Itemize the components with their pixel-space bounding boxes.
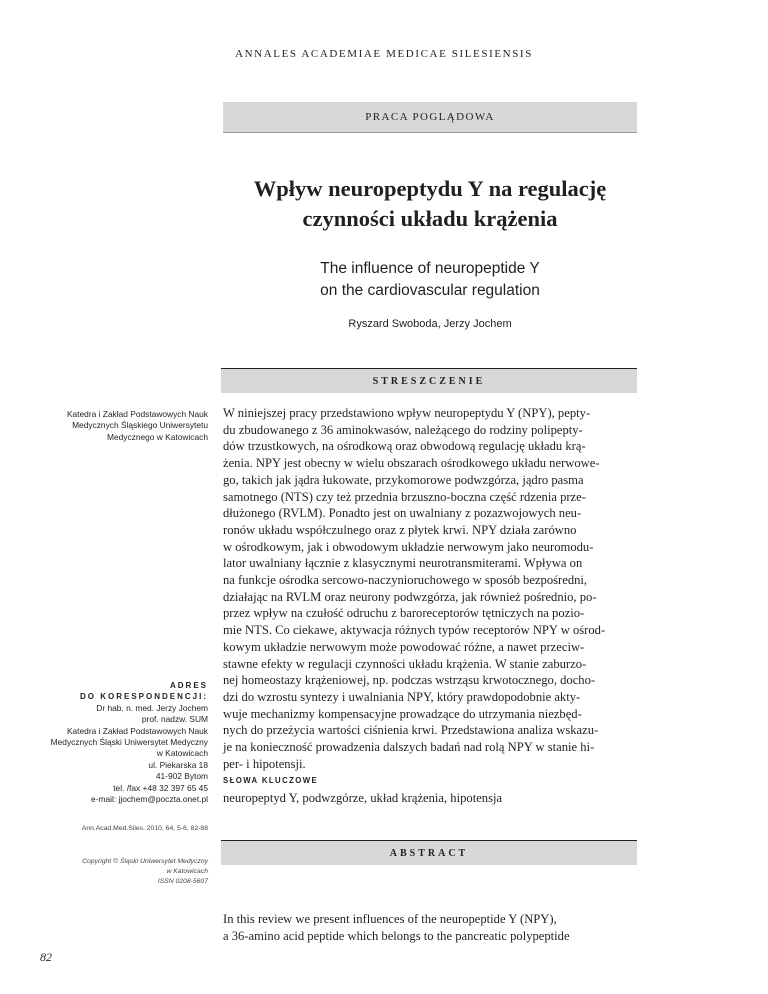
streszczenie-line: per- i hipotensji. <box>223 756 306 771</box>
streszczenie-line: dzi do wzrostu syntezy i uwalniania NPY, który prawdopodobnie akty- <box>223 689 581 704</box>
title-polish-line: czynności układu krążenia <box>302 206 558 231</box>
affiliation-line: Medycznego w Katowicach <box>106 431 208 442</box>
affiliation-line: Katedra i Zakład Podstawowych Nauk <box>66 409 208 419</box>
copyright-line: Copyright © Śląski Uniwersytet Medyczny <box>82 858 208 865</box>
page-number: 82 <box>40 950 52 964</box>
streszczenie-heading-bar <box>221 368 637 393</box>
correspondence-line: w Katowicach <box>156 748 208 759</box>
streszczenie-line: działając na RVLM oraz neurony podwzgórza, jak również pośrednio, po- <box>223 589 597 604</box>
affiliation-line: Medycznych Śląskiego Uniwersytetu <box>72 420 208 431</box>
title-polish <box>223 174 637 234</box>
issn: ISSN 0208-5607 <box>157 878 208 885</box>
streszczenie-body <box>223 405 637 772</box>
correspondence-line: 41-902 Bytom <box>155 771 208 782</box>
streszczenie-line: je na konieczność prowadzenia dalszych badań nad rolą NPY w stanie hi- <box>223 740 595 755</box>
correspondence-line: ul. Piekarska 18 <box>148 759 208 770</box>
correspondence-email[interactable]: e-mail: jjochem@poczta.onet.pl <box>91 794 208 805</box>
keywords: neuropeptyd Y, podwzgórze, układ krążenia, hipotensja <box>223 791 503 805</box>
streszczenie-line: dłużonego (RVLM). Ponadto jest on uwalniany z pozazwojowych neu- <box>223 506 582 521</box>
correspondence-line: tel. /fax +48 32 397 65 45 <box>113 782 208 793</box>
article-type-label: PRACA POGLĄDOWA <box>365 111 495 123</box>
copyright <box>40 857 208 887</box>
streszczenie-line: mie NTS. Co ciekawe, aktywacja różnych typów receptorów NPY w ośrod- <box>223 623 606 638</box>
authors: Ryszard Swoboda, Jerzy Jochem <box>348 318 512 330</box>
correspondence-line: prof. nadzw. SUM <box>141 714 208 725</box>
citation: Ann.Acad.Med.Siles. 2010, 64, 5-6, 82-88 <box>81 825 208 832</box>
streszczenie-line: na funkcje ośrodka sercowo-naczynioruchowego w sposób bezpośredni, <box>223 573 588 588</box>
title-english <box>223 258 637 302</box>
keywords-label: SŁOWA KLUCZOWE <box>223 776 319 785</box>
streszczenie-line: ronów układu współczulnego oraz z płytek krwi. NPY działa zarówno <box>223 522 577 537</box>
streszczenie-line: go, takich jak jądra łukowate, przykomorowe podwzgórza, jądro pasma <box>223 472 584 487</box>
streszczenie-line: kowym układzie nerwowym może powodować różne, a nawet przeciw- <box>223 639 585 654</box>
streszczenie-line: lator uwalniany łącznie z klasycznymi neurotransmiterami. Wpływa on <box>223 556 583 571</box>
correspondence-line: Dr hab. n. med. Jerzy Jochem <box>96 702 208 713</box>
article-type-banner <box>223 102 637 133</box>
streszczenie-line: du zbudowanego z 36 aminokwasów, należącego do rodziny polipepty- <box>223 422 583 437</box>
streszczenie-line: wuje mechanizmy kompensacyjne prowadzące do utrzymania niezbęd- <box>223 706 582 721</box>
streszczenie-line: dów trzustkowych, na ośrodkową oraz obwodową regulację układu krą- <box>223 439 586 454</box>
correspondence-line: Medycznych Śląski Uniwersytet Medyczny <box>50 737 208 748</box>
abstract-line: In this review we present influences of the neuropeptide Y (NPY), <box>223 912 557 926</box>
abstract-line: a 36-amino acid peptide which belongs to the pancreatic polypeptide <box>223 928 570 943</box>
correspondence-block <box>40 680 208 805</box>
streszczenie-line: samotnego (NTS) czy też przednia brzuszno-boczna część rdzenia prze- <box>223 489 586 504</box>
affiliation <box>40 409 208 443</box>
streszczenie-line: przez wpływ na czułość odruchu z baroreceptorów tętniczych na pozio- <box>223 606 585 621</box>
streszczenie-line: nych do przeżycia wartości ciśnienia krwi. Przedstawiona analiza wskazu- <box>223 723 599 738</box>
streszczenie-line: w ośrodkowym, jak i obwodowym układzie nerwowym jako neuromodu- <box>223 539 594 554</box>
correspondence-line: Katedra i Zakład Podstawowych Nauk <box>66 725 208 736</box>
abstract-heading: ABSTRACT <box>389 847 469 859</box>
streszczenie-line: nej homeostazy krążeniowej, np. podczas wstrząsu krwotocznego, docho- <box>223 673 596 688</box>
streszczenie-line: stawne efekty w regulacji czynności układu krążenia. W stanie zaburzo- <box>223 656 587 671</box>
abstract-heading-bar <box>221 840 637 865</box>
streszczenie-line: żenia. NPY jest obecny w wielu obszarach ośrodkowego układu nerwowe- <box>223 456 600 471</box>
copyright-line: w Katowicach <box>166 868 208 875</box>
correspondence-label: ADRES <box>169 681 208 690</box>
title-english-line: The influence of neuropeptide Y <box>320 260 540 277</box>
correspondence-label: DO KORESPONDENCJI: <box>79 692 208 702</box>
abstract-body <box>223 911 637 944</box>
journal-name: ANNALES ACADEMIAE MEDICAE SILESIENSIS <box>235 48 533 60</box>
streszczenie-heading: STRESZCZENIE <box>372 375 486 387</box>
streszczenie-line: W niniejszej pracy przedstawiono wpływ neuropeptydu Y (NPY), pepty- <box>223 406 591 420</box>
title-english-line: on the cardiovascular regulation <box>320 282 540 299</box>
title-polish-line: Wpływ neuropeptydu Y na regulację <box>253 176 607 201</box>
